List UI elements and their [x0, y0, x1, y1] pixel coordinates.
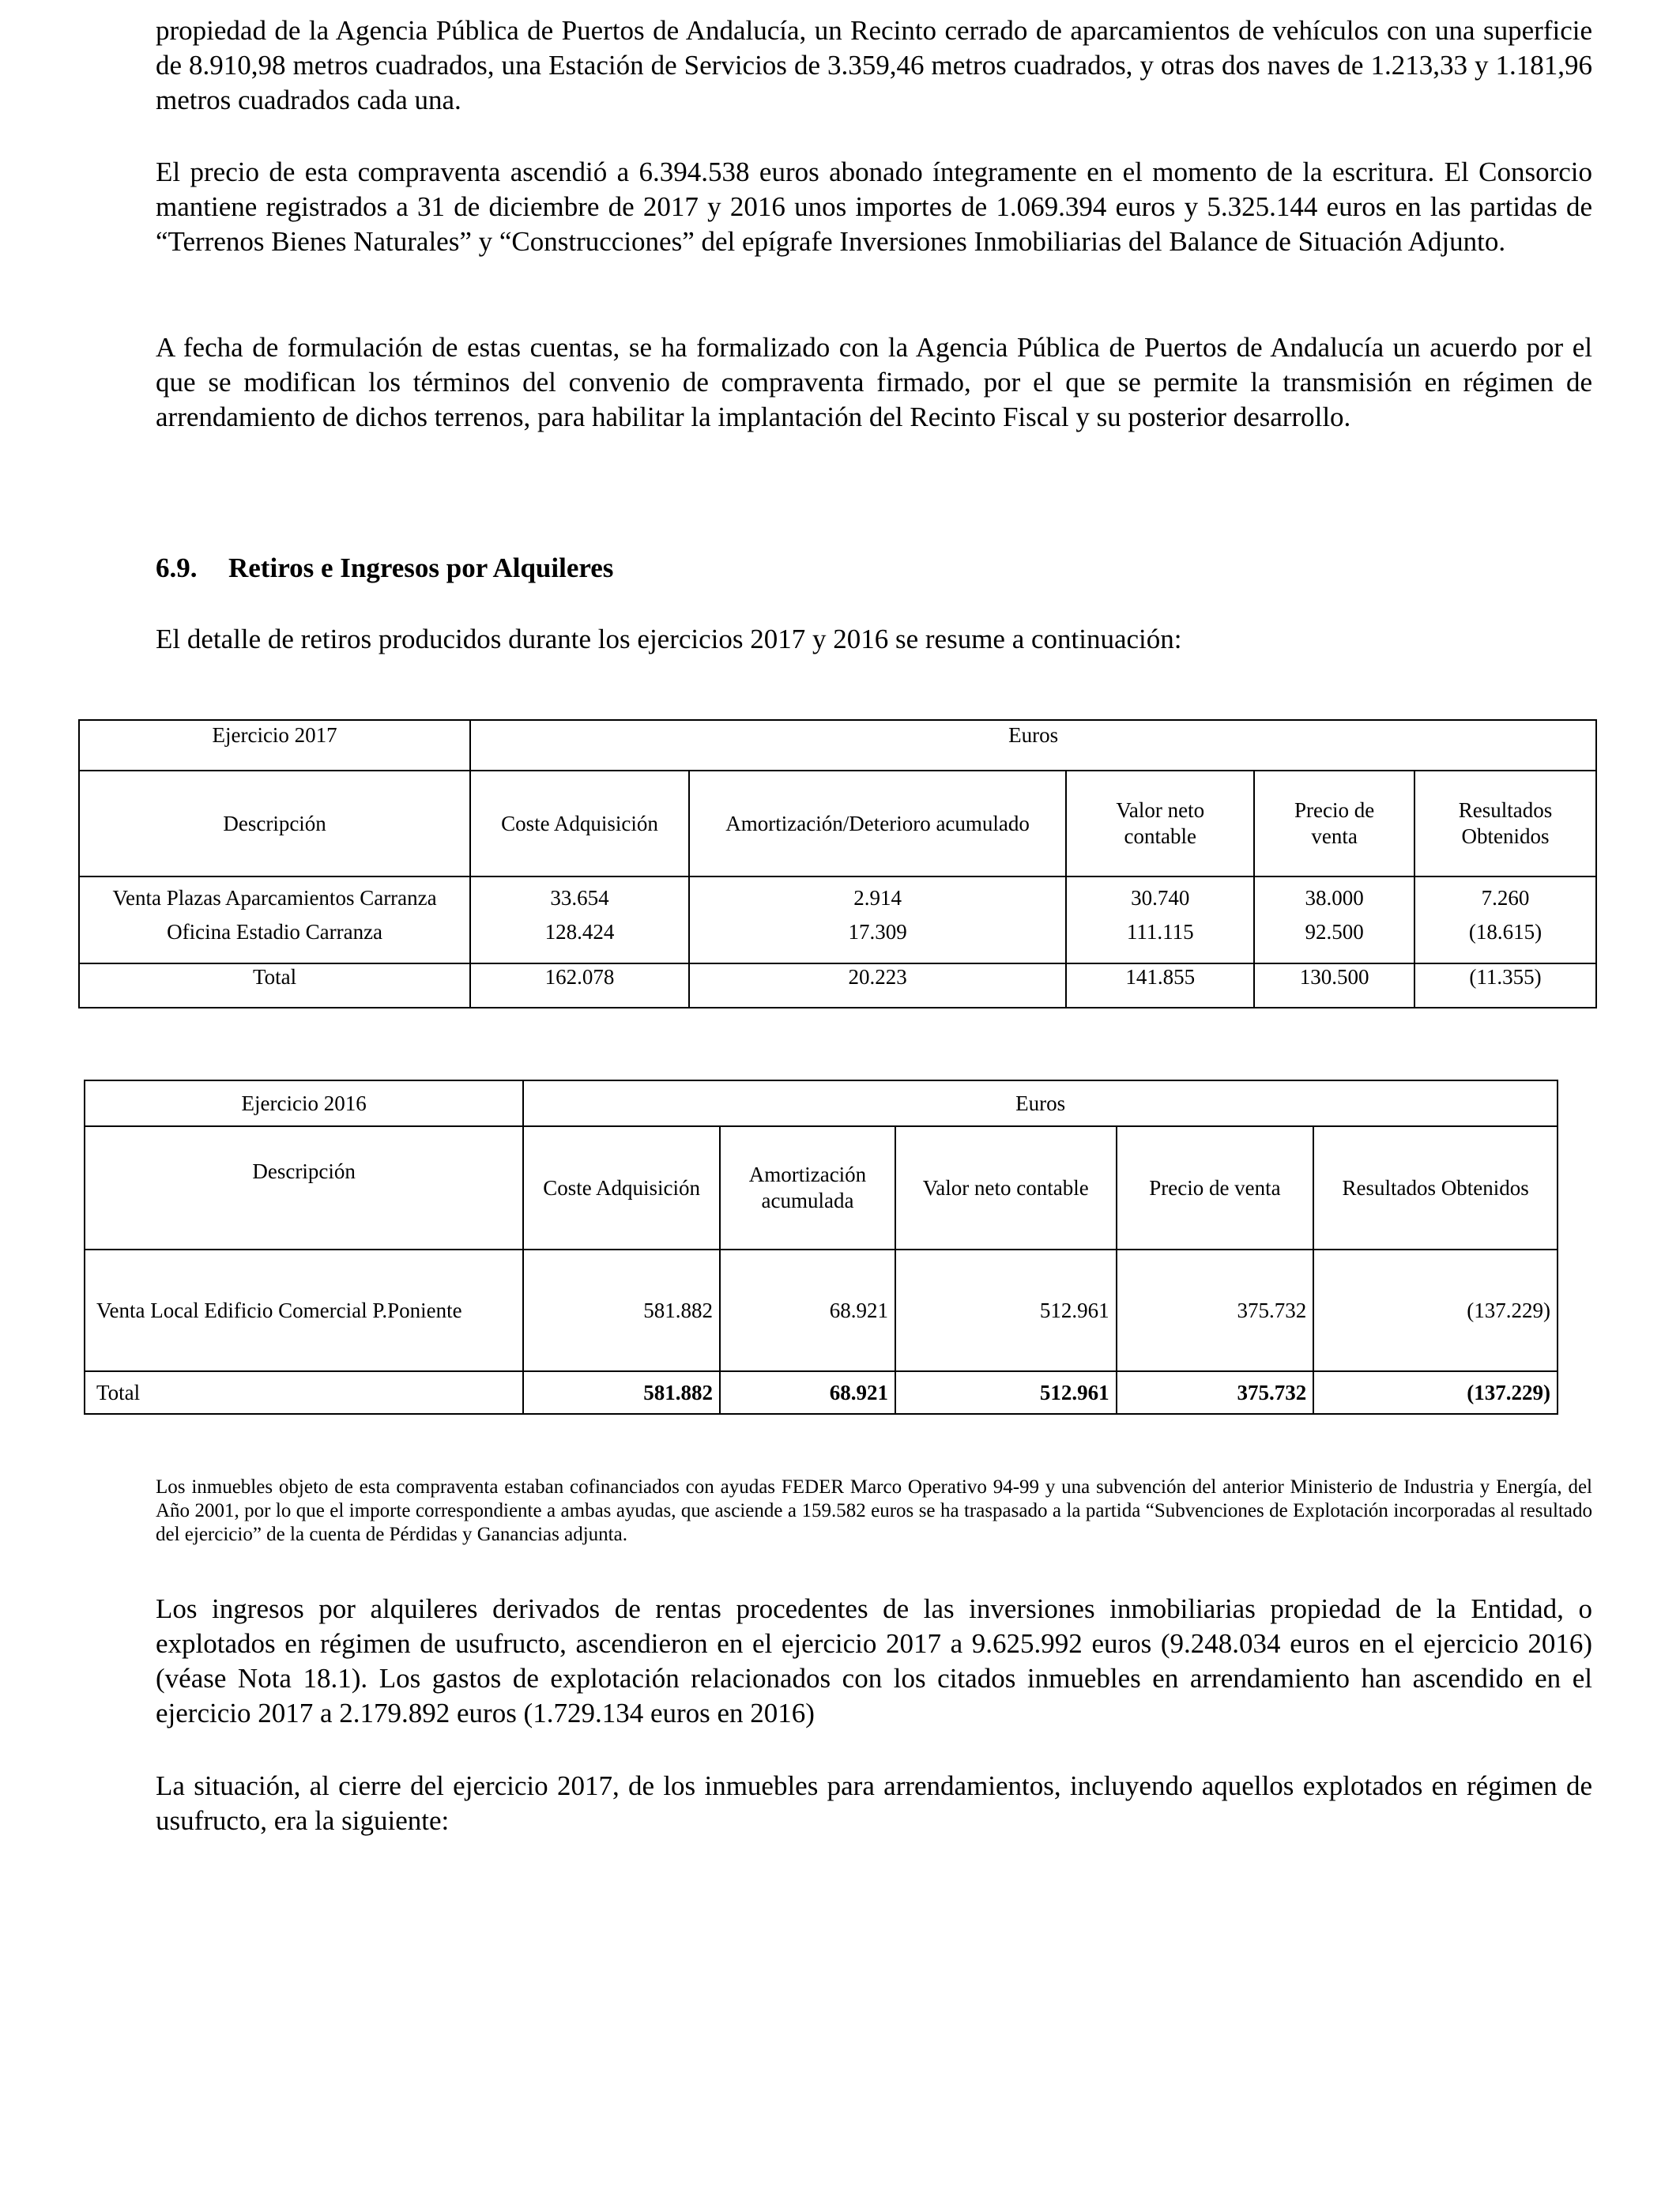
cell-value: 7.260 [1414, 876, 1596, 919]
header-descripcion: Descripción [85, 1126, 523, 1250]
total-label: Total [79, 963, 470, 1008]
cell-value: 92.500 [1254, 919, 1414, 963]
paragraph-recinto: propiedad de la Agencia Pública de Puertos de Andalucía, un Recinto cerrado de aparcamientos de vehículos con una superficie de 8.910,98 metros cuadrados, una Estación de Servicios de 3.359,46 metros cuadrados, y otras dos naves de 1.213,33 y 1.181,96 metros cuadrados cada una. [156, 15, 1592, 115]
table-retiros-2017 [78, 719, 1597, 1008]
header-precio: Precio de venta [1117, 1126, 1314, 1250]
footnote-feder: Los inmuebles objeto de esta compraventa estaban cofinanciados con ayudas FEDER Marco Operativo 94-99 y una subvención del anterior Ministerio de Industria y Energía, del Año 2001, por lo que el importe correspondiente a ambas ayudas, que asciende a 159.582 euros se ha traspasado a la partida “Subvenciones de Explotación incorporadas al resultado del ejercicio” de la cuenta de Pérdidas y Ganancias adjunta. [156, 1476, 1592, 1545]
header-coste: Coste Adquisición [523, 1126, 720, 1250]
paragraph-intro: El detalle de retiros producidos durante los ejercicios 2017 y 2016 se resume a continuación: [156, 624, 1182, 654]
total-row [85, 1371, 1558, 1414]
header-descripcion: Descripción [79, 771, 470, 876]
header-amortizacion: Amortización acumulada [720, 1126, 895, 1250]
total-value: 141.855 [1066, 963, 1254, 1008]
cell-value: 17.309 [689, 919, 1066, 963]
total-value: 512.961 [895, 1371, 1117, 1414]
paragraph-ingresos-alquileres: Los ingresos por alquileres derivados de rentas procedentes de las inversiones inmobiliarias propiedad de la Entidad, o explotados en régimen de usufructo, ascendieron en el ejercicio 2017 a 9.625.992 euros (9.248.034 euros en el ejercicio 2016) (véase Nota 18.1). Los gastos de explotación relacionados con los citados inmuebles en arrendamiento han ascendido en el ejercicio 2017 a 2.179.892 euros (1.729.134 euros en 2016) [156, 1593, 1592, 1728]
cell-value: 68.921 [720, 1250, 895, 1371]
paragraph-precio: El precio de esta compraventa ascendió a 6.394.538 euros abonado íntegramente en el momento de la escritura. El Consorcio mantiene registrados a 31 de diciembre de 2017 y 2016 unos importes de 1.069.394 euros y 5.325.144 euros en las partidas de “Terrenos Bienes Naturales” y “Construcciones” del epígrafe Inversiones Inmobiliarias del Balance de Situación Adjunto. [156, 156, 1592, 257]
total-value: 162.078 [470, 963, 689, 1008]
year-label-2017: Ejercicio 2017 [79, 720, 470, 771]
table-row [79, 919, 1596, 963]
cell-value: 33.654 [470, 876, 689, 919]
header-resultados: Resultados Obtenidos [1414, 771, 1596, 876]
total-value: 130.500 [1254, 963, 1414, 1008]
table-row [85, 1250, 1558, 1371]
section-title: Retiros e Ingresos por Alquileres [228, 552, 614, 583]
row-description: Venta Local Edificio Comercial P.Poniente [85, 1250, 523, 1371]
cell-value: 128.424 [470, 919, 689, 963]
total-value: (137.229) [1313, 1371, 1558, 1414]
currency-label-2016: Euros [523, 1080, 1558, 1126]
paragraph-situacion: La situación, al cierre del ejercicio 2017, de los inmuebles para arrendamientos, incluyendo aquellos explotados en régimen de usufructo, era la siguiente: [156, 1770, 1592, 1836]
cell-value: 375.732 [1117, 1250, 1314, 1371]
cell-value: 2.914 [689, 876, 1066, 919]
header-resultados: Resultados Obtenidos [1313, 1126, 1558, 1250]
cell-value: (137.229) [1313, 1250, 1558, 1371]
header-valor-neto: Valor neto contable [1066, 771, 1254, 876]
paragraph-acuerdo: A fecha de formulación de estas cuentas, se ha formalizado con la Agencia Pública de Puertos de Andalucía un acuerdo por el que se modifican los términos del convenio de compraventa firmado, por el que se permite la transmisión en régimen de arrendamiento de dichos terrenos, para habilitar la implantación del Recinto Fiscal y su posterior desarrollo. [156, 332, 1592, 432]
row-description: Venta Plazas Aparcamientos Carranza [79, 876, 470, 919]
total-value: 68.921 [720, 1371, 895, 1414]
row-description: Oficina Estadio Carranza [79, 919, 470, 963]
total-value: 375.732 [1117, 1371, 1314, 1414]
header-amortizacion: Amortización/Deterioro acumulado [689, 771, 1066, 876]
cell-value: 581.882 [523, 1250, 720, 1371]
total-value: 581.882 [523, 1371, 720, 1414]
header-coste: Coste Adquisición [470, 771, 689, 876]
header-precio: Precio de venta [1254, 771, 1414, 876]
cell-value: 512.961 [895, 1250, 1117, 1371]
section-heading [156, 551, 1592, 586]
cell-value: 30.740 [1066, 876, 1254, 919]
currency-label-2017: Euros [470, 720, 1596, 771]
cell-value: (18.615) [1414, 919, 1596, 963]
section-number: 6.9. [156, 552, 198, 583]
header-valor-neto: Valor neto contable [895, 1126, 1117, 1250]
table-retiros-2016 [84, 1080, 1558, 1415]
table-row [79, 876, 1596, 919]
total-value: 20.223 [689, 963, 1066, 1008]
year-label-2016: Ejercicio 2016 [85, 1080, 523, 1126]
total-row [79, 963, 1596, 1008]
cell-value: 38.000 [1254, 876, 1414, 919]
total-value: (11.355) [1414, 963, 1596, 1008]
total-label: Total [85, 1371, 523, 1414]
cell-value: 111.115 [1066, 919, 1254, 963]
